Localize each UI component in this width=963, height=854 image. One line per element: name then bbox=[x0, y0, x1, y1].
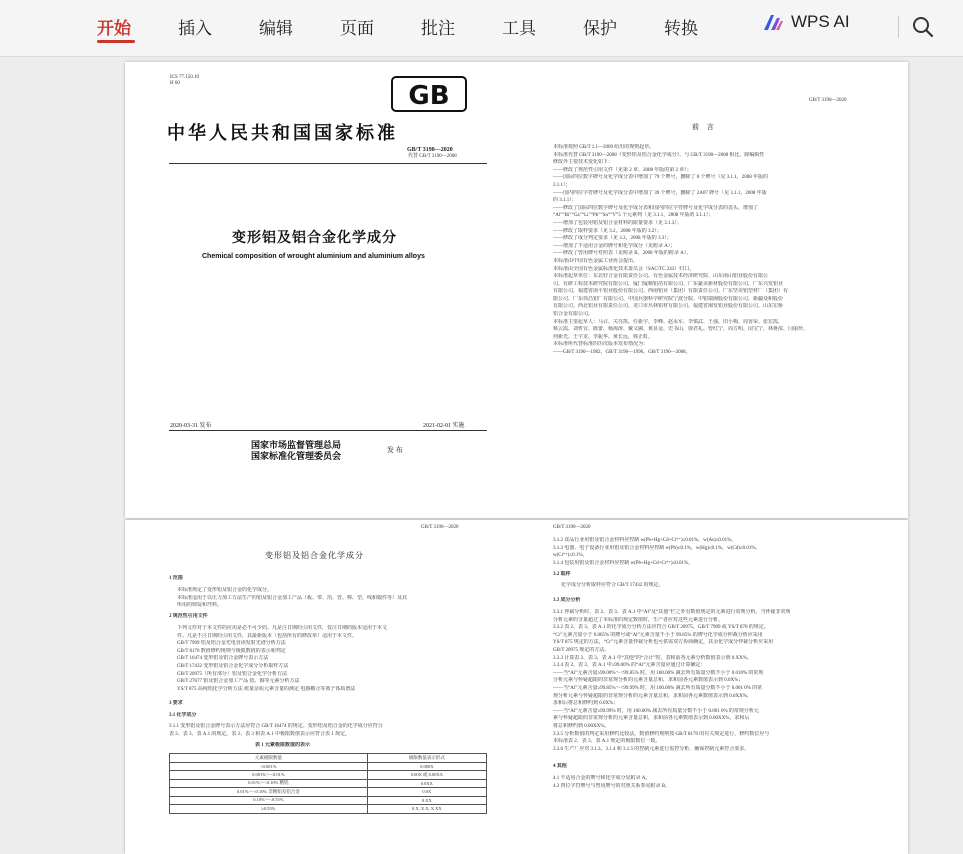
section-3-2-heading: 3.2 取样 bbox=[553, 572, 571, 577]
body-line: ——当“Al”元素含量≥99.85%～<99.99% 时，用 100.00% 减去所有质量分数不小于 0.001 0% 的常 bbox=[553, 685, 763, 691]
body-page-left bbox=[125, 520, 516, 854]
foreword-line: ——修改了国际四位数字牌号及化学成分表和国内四位字符牌号及化学成分表的表头，增加了 bbox=[553, 205, 759, 211]
foreword-line: 3.1.1）； bbox=[553, 182, 571, 188]
body-line: GB/T 20975（所有部分）铝及铝合金化学分析方法 bbox=[177, 671, 288, 677]
body-page-right bbox=[517, 520, 908, 854]
table-cell: 0.01%～<0.10% 精铝 bbox=[170, 779, 368, 788]
tab-insert[interactable]: 插入 bbox=[178, 19, 212, 38]
foreword-line: 本标准主要起草人：马召、关亮凯、任新宇、李峰、赵永军、李慎武、王强、田小梅、周香荣、张宏霞、 bbox=[553, 319, 784, 325]
body-line: 将总和修约到 0.00XX%。 bbox=[553, 723, 610, 729]
body-line: ——当“Al”元素含量≥99.00%～<99.85% 时，用 100.00% 减去所有质量分数不小于 0.010% 的常规 bbox=[553, 670, 764, 676]
table-row bbox=[170, 771, 487, 780]
body-line: GB/T 27677 铝及铝合金加工产品 铝、铜等元素分析方法 bbox=[177, 679, 300, 685]
body-line: GB/T 16474 变形铝及铝合金牌号表示方法 bbox=[177, 656, 269, 662]
foreword-line: 有限公司、西北铝业有限责任公司、龙口市丛林铝材有限公司、福建省闽发铝业股份有限公司、山东宏桥 bbox=[553, 304, 784, 310]
foreword-page bbox=[517, 62, 908, 518]
body-title: 变形铝及铝合金化学成分 bbox=[265, 551, 364, 560]
body-line: 分析元素与怀疑超限的非常规分析的元素含量总和，求和前各元素数值表示到 0.0X%； bbox=[553, 678, 744, 684]
standard-number: GB/T 3190—2020 bbox=[407, 147, 453, 153]
document-title-cn: 变形铝及铝合金化学成分 bbox=[232, 231, 397, 246]
section-3-1-heading: 3.1 化学成分 bbox=[169, 713, 197, 718]
section-3-3-heading: 3.3 成分分析 bbox=[553, 598, 581, 603]
body-line: 分析元素的含量超过了本标准的规定数值时，生产者应对这些元素进行分析。 bbox=[553, 617, 724, 623]
foreword-line: 修改外主要技术变化如下： bbox=[553, 160, 614, 166]
table-cell: 0.10%～<0.55% bbox=[170, 796, 368, 805]
foreword-line: 司、有研工程技术研究院有限公司、厦门厦顺铝箔有限公司、广东豪美新材股份有限公司、广东兴发铝业 bbox=[553, 281, 784, 287]
standard-category-title: 中华人民共和国国家标准 bbox=[167, 123, 398, 144]
section-3-1-body-cont bbox=[553, 537, 883, 567]
body-line: 所用的铸锭和坯料。 bbox=[177, 603, 223, 609]
table-cell: 0.00X 或 0.00XX bbox=[367, 771, 486, 780]
page-header: GB/T 3190—2020 bbox=[553, 525, 591, 530]
wps-ai-label: WPS AI bbox=[791, 12, 850, 31]
ccs-code: H 60 bbox=[170, 81, 180, 86]
section-2-heading: 2 规范性引用文件 bbox=[169, 614, 208, 619]
body-line: 件。凡是不注日期的引用文件，其最新版本（包括所有的修改单）适用于本文件。 bbox=[177, 633, 358, 639]
document-page-2 bbox=[125, 520, 908, 854]
implementation-date: 2021-02-01 实施 bbox=[423, 423, 465, 429]
table-cell: 0.000X bbox=[367, 762, 486, 771]
section-3-1-1-body: 3.1.1 变形铝及铝合金牌号表示方法应符合 GB/T 16474 的规定。变形铝及铝合金的化学成分应符合 表 2、表 3、表 A.1 的规定。表 2、表 3 和表 A.1 中极限数值表示应符合表 1 规定。 bbox=[169, 724, 383, 737]
body-line: 4.2 四位字符牌号与曾用牌号的对照关系参见附录 B。 bbox=[553, 783, 671, 789]
body-line: GB/T 17432 变形铝及铝合金化学成分分析取样方法 bbox=[177, 663, 289, 669]
table-cell: 0.0XX bbox=[367, 779, 486, 788]
body-line: 3.1.4 包装用铝及铝合金材料应控制 w(Pb+Hg+Cd+Cr⁶⁺)≤0.01%。 bbox=[553, 560, 694, 566]
table-cell: 0.X, X.X, X.XX bbox=[367, 805, 486, 814]
foreword-line: ——增加了包装用铝及铝合金材料的限量要求（见 3.1.3）； bbox=[553, 220, 682, 226]
section-4-body bbox=[553, 775, 883, 790]
table-header-row bbox=[170, 754, 487, 763]
foreword-line: ——修改了取样要求（见 3.2，2008 年版的 3.2）； bbox=[553, 228, 662, 234]
issuer-sac: 国家标准化管理委员会 bbox=[251, 451, 342, 461]
tab-comment[interactable]: 批注 bbox=[421, 19, 455, 38]
foreword-line: 的 3.1.1）； bbox=[553, 198, 577, 204]
gb-logo-text: GB bbox=[408, 81, 450, 111]
tab-edit[interactable]: 编辑 bbox=[259, 19, 293, 38]
body-line: ——当“Al”元素含量≥99.99% 时，用 100.00% 减去所有质量分数不小于 0.001 0% 的常规分析元 bbox=[553, 708, 759, 714]
section-4-heading: 4 其他 bbox=[553, 764, 567, 769]
body-line: GB/T 20975 规定的方法。 bbox=[553, 647, 610, 653]
table-1-caption: 表 1 元素极限数值的表示 bbox=[255, 743, 311, 748]
body-line: 3.3.2 表 2、表 3、表 A.1 的化学成分分析方法应符合 GB/T 20975、GB/T 7999 或 YS/T 870 的规定。 bbox=[553, 625, 769, 631]
foreword-line: ——国际四位数字牌号及化学成分表中增加了 79 个牌号，删除了 8 个牌号（见 3.1.1，2008 年版的 bbox=[553, 175, 769, 181]
body-line: 下列文件对于本文件的应用是必不可少的。凡是注日期的引用文件，仅注日期的版本适用于本文 bbox=[177, 626, 388, 631]
foreword-line: 何新光、王宇龙、李振华、黄长远、韩正虹。 bbox=[553, 334, 654, 340]
body-line: YS/T 875 规定的方法，“Cr”元素含量仲裁分析也可供需双方协商确定，其余化学成分仲裁分析应采用 bbox=[553, 640, 774, 646]
foreword-line: 限公司、广东伟昌铝厂有限公司、中国兵器科学研究院宁波分院、中铝瑞闽股份有限公司、新疆众和股份 bbox=[553, 296, 784, 302]
section-3-3-body bbox=[553, 609, 883, 753]
body-line: 3.3.1 仲裁分析时，表 2、表 3、表 A.1 中“Al”及“其他”栏之外有数值规定的元素进行常规分析。当怀疑非常规 bbox=[553, 610, 791, 615]
table-cell: 0.0X bbox=[367, 788, 486, 797]
publish-date: 2020-03-31 发布 bbox=[170, 423, 212, 429]
wps-ai-logo-icon bbox=[762, 12, 784, 32]
section-2-body bbox=[177, 625, 497, 693]
foreword-body bbox=[553, 144, 873, 357]
table-row bbox=[170, 779, 487, 788]
body-line: 本标准适用于以压力加工方法生产的铝及铝合金加工产品（板、带、箔、管、棒、型、线和锻件等）及其 bbox=[177, 595, 408, 601]
body-line: 3.1.3 电器、电子设备行业用铝及铝合金材料应控制 w(Pb)≤0.1%，w(Hg)≤0.1%，w(Cd)≤0.01%， bbox=[553, 545, 761, 551]
foreword-line: “Al”“Bi”“Ga”“Li”“Pb”“Sn”“V”5 个元素列（见 3.1.1，2008 年版的 3.1.1）； bbox=[553, 213, 714, 219]
page-header: GB/T 3190—2020 bbox=[809, 98, 847, 103]
table-row bbox=[170, 796, 487, 805]
foreword-line: ——国内四位字符牌号及化学成分表中增加了 39 个牌号，删除了 2A07 牌号（见 3.1.1，2008 年版 bbox=[553, 190, 767, 196]
document-title-en: Chemical composition of wrought aluminium and aluminium alloys bbox=[202, 253, 425, 260]
page-header: GB/T 3190—2020 bbox=[421, 525, 459, 530]
body-line: 3.3.6 生产厂应对 3.1.3、3.1.4 和 3.1.5 的控制元素进行监控分析，确保控制元素符合要求。 bbox=[553, 746, 750, 752]
cover-page bbox=[125, 62, 516, 518]
issuer-samr: 国家市场监督管理总局 bbox=[251, 440, 342, 450]
document-page-1 bbox=[125, 62, 908, 518]
body-line: GB/T 7999 铝及铝合金光电直读发射光谱分析方法 bbox=[177, 641, 286, 647]
tab-page[interactable]: 页面 bbox=[340, 19, 374, 38]
search-icon[interactable] bbox=[910, 14, 936, 40]
tab-home[interactable]: 开始 bbox=[97, 19, 131, 38]
wps-ai-button[interactable] bbox=[762, 12, 850, 32]
active-tab-indicator bbox=[97, 40, 135, 43]
tab-protect[interactable]: 保护 bbox=[583, 19, 617, 38]
table-header-cell: 元素极限数值 bbox=[170, 754, 368, 763]
table-row bbox=[170, 788, 487, 797]
body-line: 3.3.3 计算表 2、表 3、表 A.1 中“其他”的“合计”时，表和前各元素分析数值表示到 0.XX%。 bbox=[553, 655, 752, 661]
foreword-line: ——修改了曾用牌号对照表（见附录 B，2008 年版的附录 A）。 bbox=[553, 251, 692, 257]
body-line: 4.1 不适用合金的牌号和化学成分见附录 A。 bbox=[553, 776, 651, 781]
body-line: “Cr”元素含量小于 0.005% 的牌号或“Al”元素含量不小于 99.85% 的牌号化学成分仲裁分析应采用 bbox=[553, 632, 763, 638]
body-line: GB/T 8170 数值修约规则与极限数值的表示和判定 bbox=[177, 648, 286, 654]
foreword-line: 本标准由全国有色金属标准化技术委员会（SAC/TC 243）归口。 bbox=[553, 266, 695, 272]
gb-logo-icon bbox=[391, 76, 467, 112]
body-line: 3.3.4 表 2、表 3、表 A.1 中≥99.00% 的“Al”元素含量应通过计算确定： bbox=[553, 663, 706, 669]
body-line: 本标准规定了变形铝及铝合金的化学成分。 bbox=[177, 588, 273, 593]
section-3-2-body: 化学成分分析取样应符合 GB/T 17432 的规定。 bbox=[561, 583, 664, 588]
toolbar-divider bbox=[898, 16, 899, 38]
issuing-authorities bbox=[251, 440, 341, 462]
foreword-line: 本标准所代替标准的历次版本发布情况为： bbox=[553, 342, 649, 348]
table-cell: ≥0.55% bbox=[170, 805, 368, 814]
foreword-line: ——GB/T 3190—1982、GB/T 3190—1996、GB/T 3190—2008。 bbox=[553, 350, 691, 356]
section-3-heading: 3 要求 bbox=[169, 701, 183, 706]
element-limits-table bbox=[169, 753, 487, 814]
body-line: 3.3.5 分析数值的判定采用修约比较法，数值修约规则按 GB/T 8170 的有关规定进行，修约数位应与 bbox=[553, 731, 770, 737]
table-header-cell: 极限数值表示形式 bbox=[367, 754, 486, 763]
tab-convert[interactable]: 转换 bbox=[664, 19, 698, 38]
body-line: 本标准表 2、表 3、表 A.1 规定的极限数位一致。 bbox=[553, 739, 661, 745]
cover-divider-top bbox=[169, 163, 487, 164]
ribbon-menu-bar bbox=[0, 0, 963, 57]
foreword-line: 铝合金有限公司。 bbox=[553, 312, 594, 318]
cover-divider-bottom bbox=[169, 430, 487, 431]
body-line: 3.1.2 食品行业用铝及铝合金材料应控制 w(Pb+Hg+Cd+Cr⁶⁺)≤0.01%，w(As)≤0.01%。 bbox=[553, 538, 737, 543]
foreword-line: ——修改了成分判定要求（见 3.3，2008 年版的 3.3）； bbox=[553, 236, 672, 242]
foreword-title: 前 言 bbox=[692, 123, 717, 131]
tab-tools[interactable]: 工具 bbox=[502, 19, 536, 38]
foreword-line: 有限公司、福建省南平铝业股份有限公司、西南铝业（集团）有限责任公司、广东坚美铝型材厂（集团）有 bbox=[553, 289, 789, 295]
table-row bbox=[170, 762, 487, 771]
body-line: 规分析元素与怀疑超限的非常规分析的元素含量总和，求和前各元素数值表示到 0.0XX%， bbox=[553, 693, 752, 699]
section-1-body bbox=[177, 587, 497, 610]
foreword-line: 本标准代替 GB/T 3190—2008《变形铝及铝合金化学成分》。与 GB/T 3190—2008 相比，除编辑性 bbox=[553, 152, 765, 158]
table-cell: 0.001%～<0.01% bbox=[170, 771, 368, 780]
foreword-line: ——增加了不适用合金的牌号和化学成分（见附录 A）； bbox=[553, 243, 676, 249]
replaces-note: 代替 GB/T 3190—2008 bbox=[408, 154, 457, 159]
foreword-line: 本标准由中国有色金属工业协会提出。 bbox=[553, 258, 639, 264]
foreword-line: ——修改了规范性引用文件（见第 2 章，2008 年版的第 2 章）； bbox=[553, 167, 692, 173]
section-1-heading: 1 范围 bbox=[169, 576, 183, 581]
body-line: YS/T 875 高纯铝化学分析方法 痕量杂质元素含量的测定 电感耦合等离子体质谱法 bbox=[177, 686, 356, 692]
table-cell: <0.001% bbox=[170, 762, 368, 771]
body-line: 求和后将总和修约到 0.0X%； bbox=[553, 701, 619, 707]
body-line: w(Cr⁶⁺)≤0.1%。 bbox=[553, 553, 588, 559]
foreword-line: 蔡云霞、刘忻宜、陈蕾、杨海涛、戴文圃、黄显金、史书山、徐君礼、曾红宁、周方明、闵宝宁、林蒋浓、闫丽珍、 bbox=[553, 327, 809, 333]
table-cell: 0.01%～<0.10% 非精铝及铝合金 bbox=[170, 788, 368, 797]
body-line: 素与怀疑超限的非常规分析的元素含量总和，求和前各元素数值表示到 0.00XX%，求和后 bbox=[553, 716, 750, 722]
ics-code: ICS 77.150.10 bbox=[170, 75, 200, 80]
foreword-line: 本标准起草单位：东北轻合金有限责任公司、有色金属技术经济研究院、山东南山铝业股份有限公 bbox=[553, 274, 769, 280]
issue-word: 发 布 bbox=[387, 446, 403, 454]
table-cell: 0.XX bbox=[367, 796, 486, 805]
table-row bbox=[170, 805, 487, 814]
foreword-line: 本标准按照 GB/T 1.1—2009 给出的规则起草。 bbox=[553, 145, 655, 150]
